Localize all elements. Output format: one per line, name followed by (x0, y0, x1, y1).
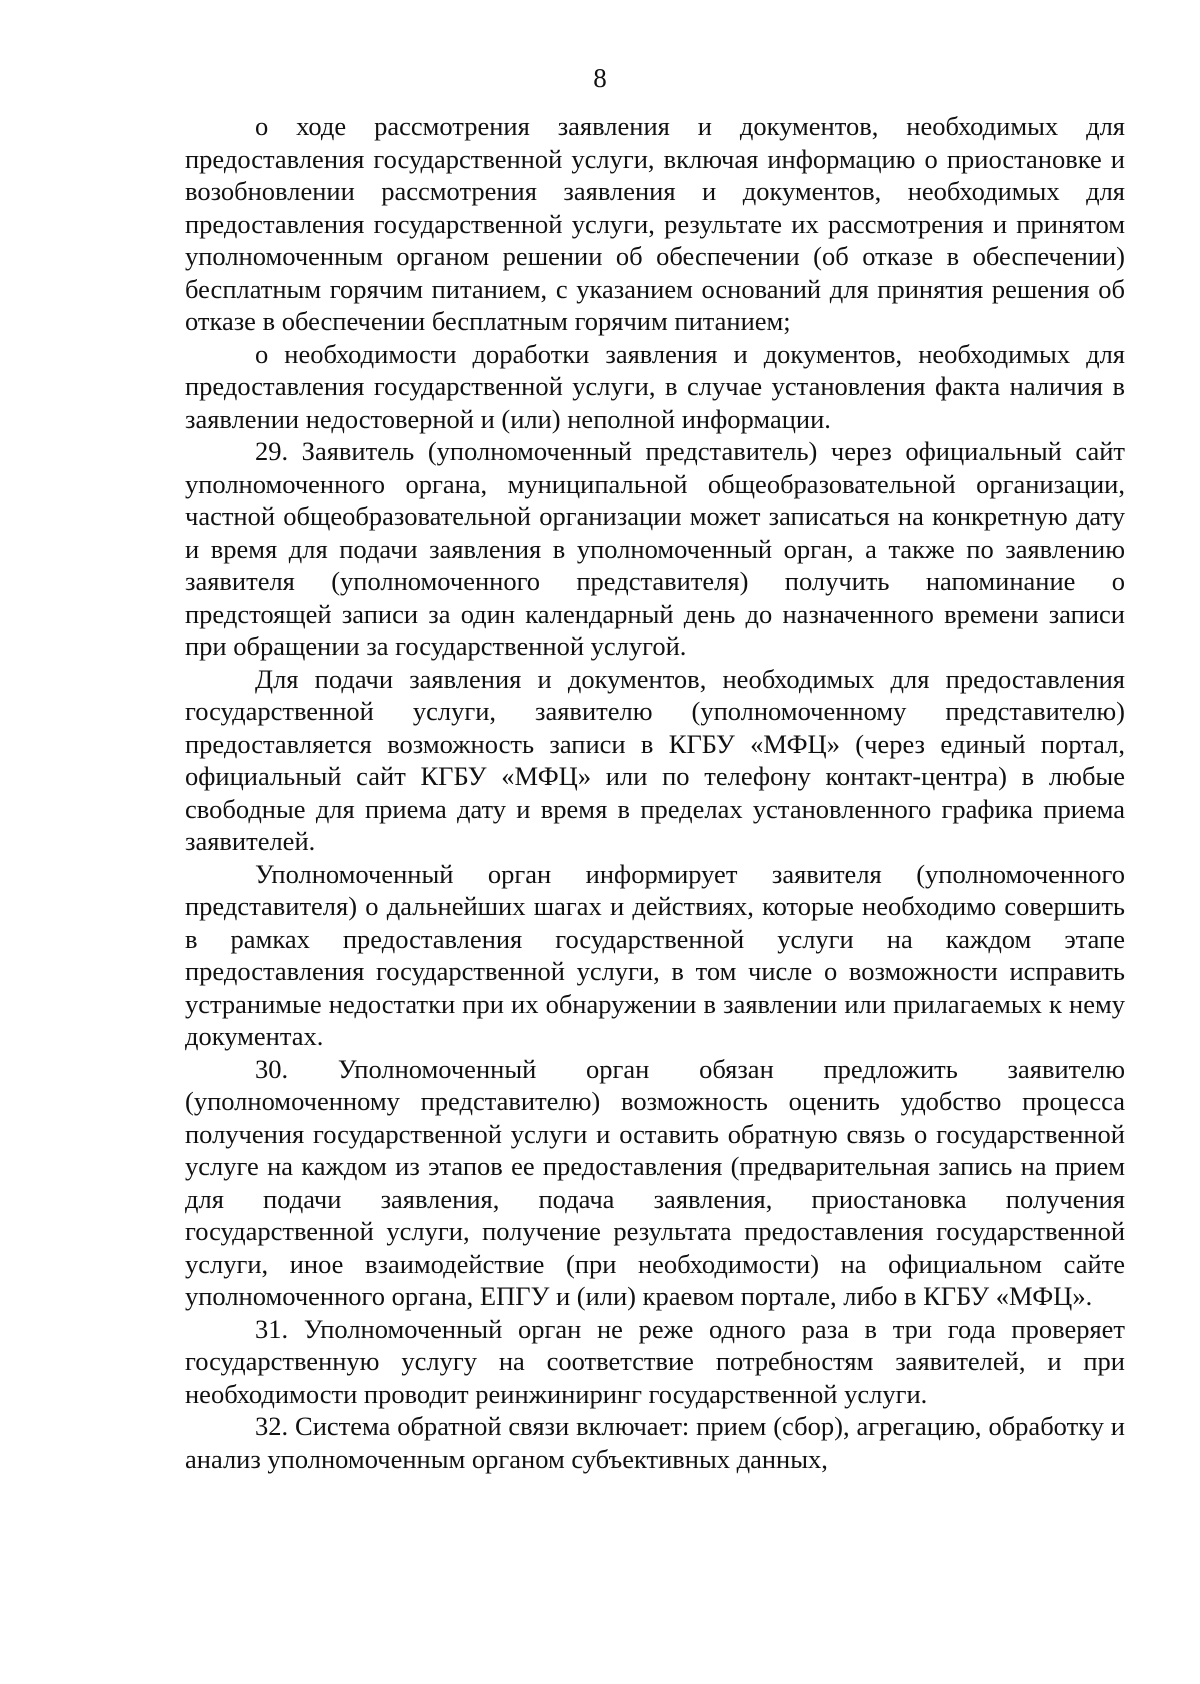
paragraph-29: 29. Заявитель (уполномоченный представитель) через официальный сайт уполномоченного органа, муниципальной общеобразовательной организации, частной общеобразовательной организации может записаться на конкретную дату и время для подачи заявления в уполномоченный орган, а также по заявлению заявителя (уполномоченного представителя) получить напоминание о предстоящей записи за один календарный день до назначенного времени записи при обращении за государственной услугой. (185, 436, 1125, 661)
paragraph-31: 31. Уполномоченный орган не реже одного раза в три года проверяет государственную услугу на соответствие потребностям заявителей, и при необходимости проводит реинжиниринг государственной услуги. (185, 1313, 1125, 1409)
paragraph-mfc-appointment: Для подачи заявления и документов, необходимых для предоставления государственной услуги, заявителю (уполномоченному представителю) предоставляется возможность записи в КГБУ «МФЦ» (через единый портал, официальный сайт КГБУ «МФЦ» или по телефону контакт-центра) в любые свободные для приема дату и время в пределах установленного графика приема заявителей. (185, 663, 1125, 856)
page-number: 8 (593, 63, 607, 93)
paragraph-revision-needed: о необходимости доработки заявления и документов, необходимых для предоставления государственной услуги, в случае установления факта наличия в заявлении недостоверной и (или) неполной информации. (185, 338, 1125, 434)
paragraph-30: 30. Уполномоченный орган обязан предложить заявителю (уполномоченному представителю) возможность оценить удобство процесса получения государственной услуги и оставить обратную связь о государственной услуге на каждом из этапов ее предоставления (предварительная запись на прием для подачи заявления, подача заявления, приостановка получения государственной услуги, получение результата предоставления государственной услуги, иное взаимодействие (при необходимости) на официальном сайте уполномоченного органа, ЕПГУ и (или) краевом портале, либо в КГБУ «МФЦ». (185, 1053, 1125, 1311)
document-body (185, 110, 1125, 1475)
paragraph-further-steps: Уполномоченный орган информирует заявителя (уполномоченного представителя) о дальнейших шагах и действиях, которые необходимо совершить в рамках предоставления государственной услуги на каждом этапе предоставления государственной услуги, в том числе о возможности исправить устранимые недостатки при их обнаружении в заявлении или прилагаемых к нему документах. (185, 858, 1125, 1051)
paragraph-32: 32. Система обратной связи включает: прием (сбор), агрегацию, обработку и анализ уполномоченным органом субъективных данных, (185, 1411, 1125, 1474)
paragraph-status-info: о ходе рассмотрения заявления и документов, необходимых для предоставления государственной услуги, включая информацию о приостановке и возобновлении рассмотрения заявления и документов, необходимых для предоставления государственной услуги, результате их рассмотрения и принятом уполномоченным органом решении об обеспечении (об отказе в обеспечении) бесплатным горячим питанием, с указанием оснований для принятия решения об отказе в обеспечении бесплатным горячим питанием; (185, 111, 1125, 336)
